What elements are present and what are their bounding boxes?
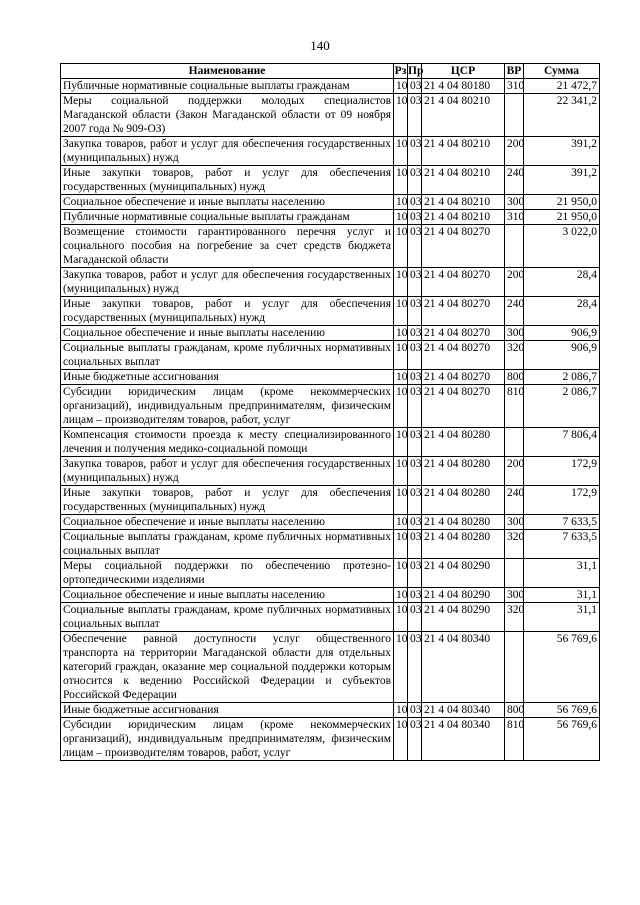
table-row [61,210,600,225]
cell-rz: 10 [394,268,408,297]
cell-sum: 56 769,6 [524,718,600,761]
cell-name: Социальные выплаты гражданам, кроме публичных нормативных социальных выплат [61,530,394,559]
cell-rz: 10 [394,326,408,341]
cell-vr: 200 [505,268,524,297]
cell-pr: 03 [408,385,422,428]
table-row [61,718,600,761]
cell-name: Закупка товаров, работ и услуг для обеспечения государственных (муниципальных) нужд [61,137,394,166]
cell-name: Субсидии юридическим лицам (кроме некоммерческих организаций), индивидуальным предпринимателям, физическим лицам – производителям товаров, работ, услуг [61,385,394,428]
cell-rz: 10 [394,341,408,370]
table-row [61,486,600,515]
cell-rz: 10 [394,297,408,326]
table-row [61,603,600,632]
cell-name: Социальное обеспечение и иные выплаты населению [61,588,394,603]
table-row [61,94,600,137]
cell-vr: 310 [505,79,524,94]
cell-name: Иные закупки товаров, работ и услуг для обеспечения государственных (муниципальных) нужд [61,486,394,515]
cell-rz: 10 [394,94,408,137]
cell-pr: 03 [408,268,422,297]
header-rz: Рз [394,65,407,77]
cell-vr: 300 [505,326,524,341]
header-sum: Сумма [524,64,600,79]
cell-vr: 240 [505,486,524,515]
cell-rz: 10 [394,588,408,603]
cell-name: Социальное обеспечение и иные выплаты населению [61,195,394,210]
cell-pr: 03 [408,210,422,225]
cell-pr: 03 [408,559,422,588]
cell-sum: 31,1 [524,603,600,632]
cell-sum: 906,9 [524,341,600,370]
cell-csr: 21 4 04 80290 [422,588,505,603]
cell-name: Меры социальной поддержки молодых специалистов Магаданской области (Закон Магаданской области от 09 ноября 2007 года № 909-ОЗ) [61,94,394,137]
cell-pr: 03 [408,603,422,632]
cell-rz: 10 [394,225,408,268]
cell-name: Иные бюджетные ассигнования [61,703,394,718]
cell-rz: 10 [394,385,408,428]
cell-name: Меры социальной поддержки по обеспечению протезно-ортопедическими изделиями [61,559,394,588]
cell-rz: 10 [394,515,408,530]
table-row [61,559,600,588]
cell-rz: 10 [394,559,408,588]
table-row [61,195,600,210]
cell-sum: 2 086,7 [524,385,600,428]
cell-csr: 21 4 04 80290 [422,603,505,632]
cell-rz: 10 [394,137,408,166]
cell-pr: 03 [408,530,422,559]
header-name: Наименование [61,64,394,79]
cell-name: Социальное обеспечение и иные выплаты населению [61,326,394,341]
table-header-row [61,64,600,79]
cell-rz: 10 [394,370,408,385]
cell-csr: 21 4 04 80280 [422,457,505,486]
cell-pr: 03 [408,718,422,761]
header-vr: ВР [505,64,524,79]
cell-csr: 21 4 04 80270 [422,326,505,341]
cell-rz: 10 [394,166,408,195]
cell-name: Социальные выплаты гражданам, кроме публичных нормативных социальных выплат [61,603,394,632]
cell-rz: 10 [394,530,408,559]
cell-vr [505,632,524,703]
cell-sum: 7 633,5 [524,515,600,530]
table-row [61,137,600,166]
cell-name: Иные бюджетные ассигнования [61,370,394,385]
cell-pr: 03 [408,486,422,515]
cell-rz: 10 [394,210,408,225]
cell-sum: 7 633,5 [524,530,600,559]
cell-csr: 21 4 04 80210 [422,166,505,195]
cell-name: Публичные нормативные социальные выплаты гражданам [61,79,394,94]
cell-pr: 03 [408,166,422,195]
cell-sum: 28,4 [524,268,600,297]
cell-vr [505,559,524,588]
header-csr: ЦСР [422,64,505,79]
cell-vr [505,428,524,457]
cell-rz: 10 [394,195,408,210]
cell-csr: 21 4 04 80280 [422,515,505,530]
cell-rz: 10 [394,718,408,761]
table-row [61,385,600,428]
cell-rz: 10 [394,79,408,94]
cell-csr: 21 4 04 80280 [422,428,505,457]
table-row [61,457,600,486]
cell-vr: 800 [505,703,524,718]
cell-name: Возмещение стоимости гарантированного перечня услуг и социального пособия на погребение за счет средств бюджета Магаданской области [61,225,394,268]
table-row [61,79,600,94]
cell-vr: 800 [505,370,524,385]
cell-name: Социальные выплаты гражданам, кроме публичных нормативных социальных выплат [61,341,394,370]
table-row [61,632,600,703]
cell-csr: 21 4 04 80270 [422,341,505,370]
cell-csr: 21 4 04 80270 [422,385,505,428]
cell-pr: 03 [408,341,422,370]
cell-name: Иные закупки товаров, работ и услуг для обеспечения государственных (муниципальных) нужд [61,297,394,326]
cell-sum: 391,2 [524,137,600,166]
table-row [61,515,600,530]
cell-pr: 03 [408,195,422,210]
cell-sum: 172,9 [524,457,600,486]
page-number: 140 [310,38,330,53]
cell-rz: 10 [394,457,408,486]
cell-csr: 21 4 04 80270 [422,297,505,326]
cell-sum: 21 950,0 [524,195,600,210]
cell-vr: 300 [505,515,524,530]
cell-vr: 240 [505,297,524,326]
budget-table [60,63,600,761]
cell-rz: 10 [394,603,408,632]
cell-sum: 28,4 [524,297,600,326]
cell-csr: 21 4 04 80210 [422,195,505,210]
cell-vr [505,225,524,268]
cell-rz: 10 [394,428,408,457]
cell-name: Социальное обеспечение и иные выплаты населению [61,515,394,530]
cell-vr: 300 [505,195,524,210]
cell-name: Субсидии юридическим лицам (кроме некоммерческих организаций), индивидуальным предпринимателям, физическим лицам – производителям товаров, работ, услуг [61,718,394,761]
cell-vr: 200 [505,137,524,166]
cell-csr: 21 4 04 80270 [422,225,505,268]
cell-csr: 21 4 04 80270 [422,370,505,385]
cell-sum: 391,2 [524,166,600,195]
cell-rz: 10 [394,486,408,515]
cell-csr: 21 4 04 80290 [422,559,505,588]
cell-sum: 31,1 [524,559,600,588]
table-row [61,428,600,457]
cell-csr: 21 4 04 80180 [422,79,505,94]
cell-vr: 320 [505,603,524,632]
cell-pr: 03 [408,137,422,166]
cell-vr: 300 [505,588,524,603]
cell-sum: 172,9 [524,486,600,515]
cell-pr: 03 [408,588,422,603]
cell-sum: 906,9 [524,326,600,341]
cell-pr: 03 [408,428,422,457]
cell-csr: 21 4 04 80210 [422,94,505,137]
cell-csr: 21 4 04 80210 [422,210,505,225]
cell-name: Иные закупки товаров, работ и услуг для обеспечения государственных (муниципальных) нужд [61,166,394,195]
cell-csr: 21 4 04 80270 [422,268,505,297]
cell-vr: 810 [505,385,524,428]
table-row [61,588,600,603]
header-pr: Пр [408,65,424,77]
cell-name: Обеспечение равной доступности услуг общественного транспорта на территории Магаданской области для отдельных категорий граждан, оказание мер социальной поддержки которым относится к ведению Российской Федерации и субъектов Российской Федерации [61,632,394,703]
cell-pr: 03 [408,297,422,326]
cell-pr: 03 [408,515,422,530]
cell-sum: 7 806,4 [524,428,600,457]
cell-vr: 320 [505,341,524,370]
cell-csr: 21 4 04 80210 [422,137,505,166]
cell-pr: 03 [408,94,422,137]
cell-sum: 2 086,7 [524,370,600,385]
cell-name: Закупка товаров, работ и услуг для обеспечения государственных (муниципальных) нужд [61,268,394,297]
cell-pr: 03 [408,225,422,268]
cell-pr: 03 [408,79,422,94]
table-row [61,703,600,718]
cell-sum: 56 769,6 [524,703,600,718]
cell-pr: 03 [408,703,422,718]
cell-rz: 10 [394,632,408,703]
cell-csr: 21 4 04 80340 [422,632,505,703]
cell-csr: 21 4 04 80340 [422,718,505,761]
table-row [61,166,600,195]
cell-rz: 10 [394,703,408,718]
cell-vr: 320 [505,530,524,559]
table-row [61,268,600,297]
cell-vr: 310 [505,210,524,225]
cell-sum: 56 769,6 [524,632,600,703]
table-row [61,225,600,268]
cell-vr: 810 [505,718,524,761]
cell-name: Компенсация стоимости проезда к месту специализированного лечения и получения медико-социальной помощи [61,428,394,457]
cell-csr: 21 4 04 80280 [422,486,505,515]
cell-vr: 200 [505,457,524,486]
table-row [61,530,600,559]
cell-sum: 21 472,7 [524,79,600,94]
cell-vr [505,94,524,137]
cell-sum: 3 022,0 [524,225,600,268]
cell-pr: 03 [408,632,422,703]
cell-name: Закупка товаров, работ и услуг для обеспечения государственных (муниципальных) нужд [61,457,394,486]
cell-csr: 21 4 04 80280 [422,530,505,559]
cell-sum: 21 950,0 [524,210,600,225]
table-row [61,341,600,370]
cell-sum: 22 341,2 [524,94,600,137]
cell-csr: 21 4 04 80340 [422,703,505,718]
table-row [61,326,600,341]
table-row [61,297,600,326]
table-row [61,370,600,385]
cell-pr: 03 [408,457,422,486]
cell-sum: 31,1 [524,588,600,603]
cell-name: Публичные нормативные социальные выплаты гражданам [61,210,394,225]
cell-pr: 03 [408,326,422,341]
cell-pr: 03 [408,370,422,385]
cell-vr: 240 [505,166,524,195]
